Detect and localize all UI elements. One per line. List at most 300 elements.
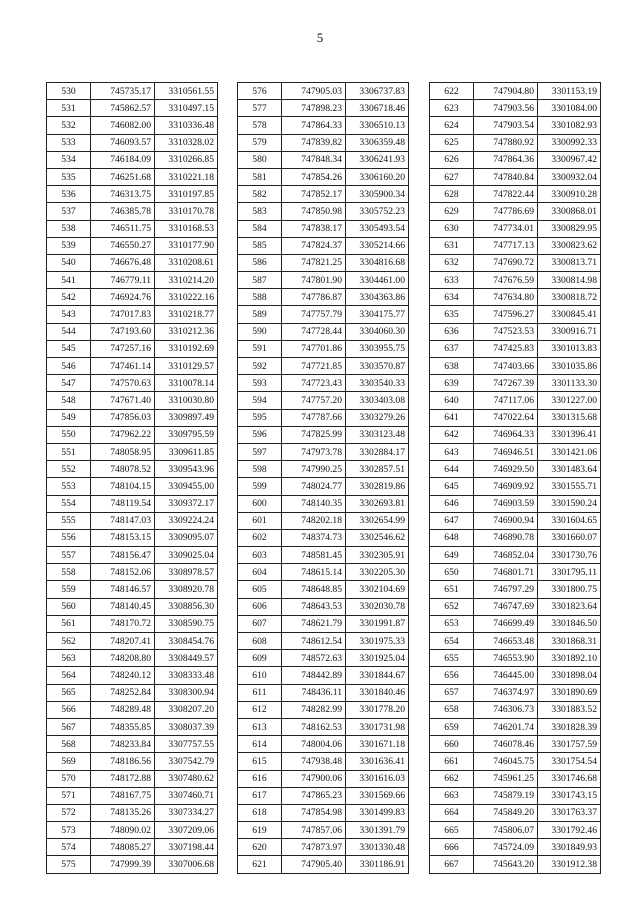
point-number-cell: 557	[47, 547, 91, 564]
table-row	[47, 134, 218, 151]
y-coordinate-cell: 3308978.57	[155, 564, 218, 581]
y-coordinate-cell: 3308590.75	[155, 615, 218, 632]
point-number-cell: 591	[238, 340, 282, 357]
x-coordinate-cell: 747193.60	[91, 323, 155, 340]
x-coordinate-cell: 747596.27	[474, 306, 538, 323]
table-row	[430, 581, 601, 598]
table-row	[238, 667, 409, 684]
point-number-cell: 559	[47, 581, 91, 598]
table-row	[47, 272, 218, 289]
table-row	[47, 736, 218, 753]
table-row	[430, 701, 601, 718]
y-coordinate-cell: 3301763.37	[538, 804, 601, 821]
x-coordinate-cell: 746201.74	[474, 718, 538, 735]
y-coordinate-cell: 3303570.87	[346, 358, 409, 375]
point-number-cell: 533	[47, 134, 91, 151]
table-row	[238, 736, 409, 753]
y-coordinate-cell: 3307006.68	[155, 856, 218, 873]
y-coordinate-cell: 3300823.62	[538, 237, 601, 254]
point-number-cell: 539	[47, 237, 91, 254]
table-row	[238, 168, 409, 185]
point-number-cell: 625	[430, 134, 474, 151]
x-coordinate-cell: 747852.17	[282, 186, 346, 203]
x-coordinate-cell: 748153.15	[91, 529, 155, 546]
point-number-cell: 654	[430, 633, 474, 650]
table-row	[430, 478, 601, 495]
point-number-cell: 573	[47, 822, 91, 839]
y-coordinate-cell: 3301133.30	[538, 375, 601, 392]
x-coordinate-cell: 748024.77	[282, 478, 346, 495]
x-coordinate-cell: 748612.54	[282, 633, 346, 650]
x-coordinate-cell: 747873.97	[282, 839, 346, 856]
y-coordinate-cell: 3310218.77	[155, 306, 218, 323]
y-coordinate-cell: 3301227.00	[538, 392, 601, 409]
x-coordinate-cell: 747728.44	[282, 323, 346, 340]
table-row	[238, 822, 409, 839]
table-row	[47, 409, 218, 426]
y-coordinate-cell: 3304060.30	[346, 323, 409, 340]
point-number-cell: 630	[430, 220, 474, 237]
table-row	[47, 701, 218, 718]
x-coordinate-cell: 748186.56	[91, 753, 155, 770]
y-coordinate-cell: 3301731.98	[346, 718, 409, 735]
y-coordinate-cell: 3307460.71	[155, 787, 218, 804]
y-coordinate-cell: 3301315.68	[538, 409, 601, 426]
point-number-cell: 542	[47, 289, 91, 306]
table-row	[430, 787, 601, 804]
point-number-cell: 611	[238, 684, 282, 701]
x-coordinate-cell: 746900.94	[474, 512, 538, 529]
table-row	[430, 340, 601, 357]
table-row	[238, 547, 409, 564]
table-row	[47, 375, 218, 392]
point-number-cell: 575	[47, 856, 91, 873]
table-row	[430, 254, 601, 271]
point-number-cell: 645	[430, 478, 474, 495]
x-coordinate-cell: 748090.02	[91, 822, 155, 839]
point-number-cell: 626	[430, 151, 474, 168]
table-row	[47, 443, 218, 460]
y-coordinate-cell: 3301823.64	[538, 598, 601, 615]
x-coordinate-cell: 748289.48	[91, 701, 155, 718]
y-coordinate-cell: 3310168.53	[155, 220, 218, 237]
point-number-cell: 607	[238, 615, 282, 632]
x-coordinate-cell: 747257.16	[91, 340, 155, 357]
x-coordinate-cell: 747864.33	[282, 117, 346, 134]
point-number-cell: 642	[430, 426, 474, 443]
point-number-cell: 543	[47, 306, 91, 323]
y-coordinate-cell: 3308207.20	[155, 701, 218, 718]
table-row	[47, 392, 218, 409]
x-coordinate-cell: 748085.27	[91, 839, 155, 856]
x-coordinate-cell: 747022.64	[474, 409, 538, 426]
y-coordinate-cell: 3306241.93	[346, 151, 409, 168]
y-coordinate-cell: 3301754.54	[538, 753, 601, 770]
table-row	[430, 667, 601, 684]
y-coordinate-cell: 3304816.68	[346, 254, 409, 271]
point-number-cell: 614	[238, 736, 282, 753]
point-number-cell: 649	[430, 547, 474, 564]
table-row	[430, 529, 601, 546]
y-coordinate-cell: 3305900.34	[346, 186, 409, 203]
x-coordinate-cell: 746924.76	[91, 289, 155, 306]
y-coordinate-cell: 3310129.57	[155, 358, 218, 375]
point-number-cell: 621	[238, 856, 282, 873]
x-coordinate-cell: 746852.04	[474, 547, 538, 564]
x-coordinate-cell: 747962.22	[91, 426, 155, 443]
y-coordinate-cell: 3300910.28	[538, 186, 601, 203]
y-coordinate-cell: 3301013.83	[538, 340, 601, 357]
point-number-cell: 635	[430, 306, 474, 323]
table-row	[238, 358, 409, 375]
y-coordinate-cell: 3303123.48	[346, 426, 409, 443]
y-coordinate-cell: 3306737.83	[346, 83, 409, 100]
x-coordinate-cell: 747865.23	[282, 787, 346, 804]
x-coordinate-cell: 748104.15	[91, 478, 155, 495]
point-number-cell: 651	[430, 581, 474, 598]
table-row	[238, 203, 409, 220]
y-coordinate-cell: 3301849.93	[538, 839, 601, 856]
y-coordinate-cell: 3301153.19	[538, 83, 601, 100]
point-number-cell: 553	[47, 478, 91, 495]
table-row	[47, 598, 218, 615]
table-row	[430, 443, 601, 460]
y-coordinate-cell: 3301828.39	[538, 718, 601, 735]
x-coordinate-cell: 748615.14	[282, 564, 346, 581]
y-coordinate-cell: 3305493.54	[346, 220, 409, 237]
point-number-cell: 593	[238, 375, 282, 392]
point-number-cell: 581	[238, 168, 282, 185]
point-number-cell: 632	[430, 254, 474, 271]
x-coordinate-cell: 748240.12	[91, 667, 155, 684]
point-number-cell: 584	[238, 220, 282, 237]
x-coordinate-cell: 747461.14	[91, 358, 155, 375]
x-coordinate-cell: 747701.86	[282, 340, 346, 357]
y-coordinate-cell: 3310214.20	[155, 272, 218, 289]
point-number-cell: 595	[238, 409, 282, 426]
table-row	[47, 289, 218, 306]
x-coordinate-cell: 748643.53	[282, 598, 346, 615]
point-number-cell: 609	[238, 650, 282, 667]
point-number-cell: 565	[47, 684, 91, 701]
point-number-cell: 622	[430, 83, 474, 100]
y-coordinate-cell: 3301730.76	[538, 547, 601, 564]
table-row	[430, 615, 601, 632]
point-number-cell: 605	[238, 581, 282, 598]
y-coordinate-cell: 3301883.52	[538, 701, 601, 718]
y-coordinate-cell: 3307480.62	[155, 770, 218, 787]
table-row	[47, 151, 218, 168]
y-coordinate-cell: 3301084.00	[538, 100, 601, 117]
x-coordinate-cell: 746385.78	[91, 203, 155, 220]
x-coordinate-cell: 747734.01	[474, 220, 538, 237]
table-row	[47, 770, 218, 787]
table-row	[47, 306, 218, 323]
point-number-cell: 574	[47, 839, 91, 856]
y-coordinate-cell: 3305752.23	[346, 203, 409, 220]
point-number-cell: 567	[47, 718, 91, 735]
point-number-cell: 640	[430, 392, 474, 409]
x-coordinate-cell: 745961.25	[474, 770, 538, 787]
y-coordinate-cell: 3302654.99	[346, 512, 409, 529]
point-number-cell: 588	[238, 289, 282, 306]
point-number-cell: 590	[238, 323, 282, 340]
point-number-cell: 579	[238, 134, 282, 151]
x-coordinate-cell: 748572.63	[282, 650, 346, 667]
table-row	[47, 804, 218, 821]
x-coordinate-cell: 748252.84	[91, 684, 155, 701]
y-coordinate-cell: 3303279.26	[346, 409, 409, 426]
x-coordinate-cell: 747671.40	[91, 392, 155, 409]
point-number-cell: 610	[238, 667, 282, 684]
table-row	[430, 461, 601, 478]
y-coordinate-cell: 3305214.66	[346, 237, 409, 254]
point-number-cell: 598	[238, 461, 282, 478]
x-coordinate-cell: 748140.45	[91, 598, 155, 615]
table-row	[238, 375, 409, 392]
table-row	[238, 770, 409, 787]
x-coordinate-cell: 747757.79	[282, 306, 346, 323]
table-row	[238, 856, 409, 873]
x-coordinate-cell: 745862.57	[91, 100, 155, 117]
table-row	[238, 839, 409, 856]
y-coordinate-cell: 3300818.72	[538, 289, 601, 306]
table-row	[47, 186, 218, 203]
y-coordinate-cell: 3302030.78	[346, 598, 409, 615]
table-row	[47, 718, 218, 735]
table-row	[430, 804, 601, 821]
table-row	[430, 547, 601, 564]
table-row	[47, 220, 218, 237]
x-coordinate-cell: 747880.92	[474, 134, 538, 151]
y-coordinate-cell: 3301892.10	[538, 650, 601, 667]
y-coordinate-cell: 3300967.42	[538, 151, 601, 168]
y-coordinate-cell: 3307542.79	[155, 753, 218, 770]
table-row	[47, 358, 218, 375]
point-number-cell: 664	[430, 804, 474, 821]
y-coordinate-cell: 3309025.04	[155, 547, 218, 564]
point-number-cell: 633	[430, 272, 474, 289]
table-row	[47, 615, 218, 632]
x-coordinate-cell: 747267.39	[474, 375, 538, 392]
y-coordinate-cell: 3301483.64	[538, 461, 601, 478]
table-row	[47, 581, 218, 598]
x-coordinate-cell: 745724.09	[474, 839, 538, 856]
point-number-cell: 569	[47, 753, 91, 770]
point-number-cell: 568	[47, 736, 91, 753]
y-coordinate-cell: 3301616.03	[346, 770, 409, 787]
point-number-cell: 647	[430, 512, 474, 529]
point-number-cell: 608	[238, 633, 282, 650]
point-number-cell: 550	[47, 426, 91, 443]
x-coordinate-cell: 747690.72	[474, 254, 538, 271]
point-number-cell: 618	[238, 804, 282, 821]
table-row	[430, 117, 601, 134]
point-number-cell: 555	[47, 512, 91, 529]
y-coordinate-cell: 3307757.55	[155, 736, 218, 753]
y-coordinate-cell: 3308037.39	[155, 718, 218, 735]
x-coordinate-cell: 747786.87	[282, 289, 346, 306]
x-coordinate-cell: 748004.06	[282, 736, 346, 753]
table-row	[238, 151, 409, 168]
point-number-cell: 580	[238, 151, 282, 168]
point-number-cell: 658	[430, 701, 474, 718]
x-coordinate-cell: 746779.11	[91, 272, 155, 289]
table-row	[47, 168, 218, 185]
point-number-cell: 549	[47, 409, 91, 426]
table-row	[430, 151, 601, 168]
y-coordinate-cell: 3301840.46	[346, 684, 409, 701]
table-row	[430, 134, 601, 151]
table-row	[47, 461, 218, 478]
point-number-cell: 597	[238, 443, 282, 460]
table-row	[238, 598, 409, 615]
point-number-cell: 660	[430, 736, 474, 753]
x-coordinate-cell: 746374.97	[474, 684, 538, 701]
x-coordinate-cell: 746699.49	[474, 615, 538, 632]
table-row	[47, 633, 218, 650]
table-row	[430, 839, 601, 856]
point-number-cell: 558	[47, 564, 91, 581]
x-coordinate-cell: 748208.80	[91, 650, 155, 667]
y-coordinate-cell: 3310561.55	[155, 83, 218, 100]
point-number-cell: 617	[238, 787, 282, 804]
table-row	[238, 615, 409, 632]
x-coordinate-cell: 746747.69	[474, 598, 538, 615]
point-number-cell: 585	[238, 237, 282, 254]
table-row	[238, 684, 409, 701]
table-row	[430, 375, 601, 392]
y-coordinate-cell: 3304363.86	[346, 289, 409, 306]
table-row	[47, 650, 218, 667]
point-number-cell: 644	[430, 461, 474, 478]
table-row	[238, 650, 409, 667]
table-row	[238, 186, 409, 203]
y-coordinate-cell: 3306359.48	[346, 134, 409, 151]
y-coordinate-cell: 3301660.07	[538, 529, 601, 546]
point-number-cell: 648	[430, 529, 474, 546]
x-coordinate-cell: 745735.17	[91, 83, 155, 100]
point-number-cell: 531	[47, 100, 91, 117]
table-row	[238, 564, 409, 581]
x-coordinate-cell: 747854.98	[282, 804, 346, 821]
y-coordinate-cell: 3310328.02	[155, 134, 218, 151]
y-coordinate-cell: 3301925.04	[346, 650, 409, 667]
y-coordinate-cell: 3302205.30	[346, 564, 409, 581]
table-row	[47, 787, 218, 804]
point-number-cell: 637	[430, 340, 474, 357]
y-coordinate-cell: 3307334.27	[155, 804, 218, 821]
point-number-cell: 546	[47, 358, 91, 375]
x-coordinate-cell: 747787.66	[282, 409, 346, 426]
y-coordinate-cell: 3310177.90	[155, 237, 218, 254]
y-coordinate-cell: 3302305.91	[346, 547, 409, 564]
point-number-cell: 619	[238, 822, 282, 839]
point-number-cell: 613	[238, 718, 282, 735]
point-number-cell: 544	[47, 323, 91, 340]
y-coordinate-cell: 3301396.41	[538, 426, 601, 443]
x-coordinate-cell: 745849.20	[474, 804, 538, 821]
x-coordinate-cell: 747821.25	[282, 254, 346, 271]
x-coordinate-cell: 748146.57	[91, 581, 155, 598]
y-coordinate-cell: 3302104.69	[346, 581, 409, 598]
y-coordinate-cell: 3301746.68	[538, 770, 601, 787]
y-coordinate-cell: 3301975.33	[346, 633, 409, 650]
point-number-cell: 641	[430, 409, 474, 426]
x-coordinate-cell: 748147.03	[91, 512, 155, 529]
y-coordinate-cell: 3307198.44	[155, 839, 218, 856]
table-row	[238, 340, 409, 357]
y-coordinate-cell: 3309455.00	[155, 478, 218, 495]
point-number-cell: 662	[430, 770, 474, 787]
y-coordinate-cell: 3300845.41	[538, 306, 601, 323]
y-coordinate-cell: 3300829.95	[538, 220, 601, 237]
point-number-cell: 661	[430, 753, 474, 770]
y-coordinate-cell: 3304461.00	[346, 272, 409, 289]
y-coordinate-cell: 3308920.78	[155, 581, 218, 598]
y-coordinate-cell: 3301757.59	[538, 736, 601, 753]
x-coordinate-cell: 748374.73	[282, 529, 346, 546]
x-coordinate-cell: 748156.47	[91, 547, 155, 564]
table-row	[430, 83, 601, 100]
y-coordinate-cell: 3301898.04	[538, 667, 601, 684]
point-number-cell: 537	[47, 203, 91, 220]
x-coordinate-cell: 746890.78	[474, 529, 538, 546]
table-row	[47, 667, 218, 684]
x-coordinate-cell: 747898.23	[282, 100, 346, 117]
table-row	[430, 392, 601, 409]
y-coordinate-cell: 3307209.06	[155, 822, 218, 839]
y-coordinate-cell: 3304175.77	[346, 306, 409, 323]
table-row	[47, 117, 218, 134]
y-coordinate-cell: 3308454.76	[155, 633, 218, 650]
y-coordinate-cell: 3310170.78	[155, 203, 218, 220]
y-coordinate-cell: 3300932.04	[538, 168, 601, 185]
point-number-cell: 541	[47, 272, 91, 289]
table-row	[238, 306, 409, 323]
table-row	[430, 289, 601, 306]
x-coordinate-cell: 746903.59	[474, 495, 538, 512]
point-number-cell: 602	[238, 529, 282, 546]
table-row	[238, 753, 409, 770]
x-coordinate-cell: 745643.20	[474, 856, 538, 873]
point-number-cell: 570	[47, 770, 91, 787]
x-coordinate-cell: 747840.84	[474, 168, 538, 185]
point-number-cell: 530	[47, 83, 91, 100]
y-coordinate-cell: 3302819.86	[346, 478, 409, 495]
table-row	[430, 237, 601, 254]
x-coordinate-cell: 746184.09	[91, 151, 155, 168]
table-row	[47, 478, 218, 495]
table-row	[238, 701, 409, 718]
point-number-cell: 620	[238, 839, 282, 856]
point-number-cell: 604	[238, 564, 282, 581]
point-number-cell: 638	[430, 358, 474, 375]
x-coordinate-cell: 747676.59	[474, 272, 538, 289]
y-coordinate-cell: 3308449.57	[155, 650, 218, 667]
table-row	[430, 718, 601, 735]
y-coordinate-cell: 3308300.94	[155, 684, 218, 701]
y-coordinate-cell: 3309897.49	[155, 409, 218, 426]
point-number-cell: 615	[238, 753, 282, 770]
x-coordinate-cell: 747403.66	[474, 358, 538, 375]
y-coordinate-cell: 3308856.30	[155, 598, 218, 615]
x-coordinate-cell: 747786.69	[474, 203, 538, 220]
table-row	[430, 564, 601, 581]
point-number-cell: 535	[47, 168, 91, 185]
y-coordinate-cell: 3303403.08	[346, 392, 409, 409]
point-number-cell: 583	[238, 203, 282, 220]
